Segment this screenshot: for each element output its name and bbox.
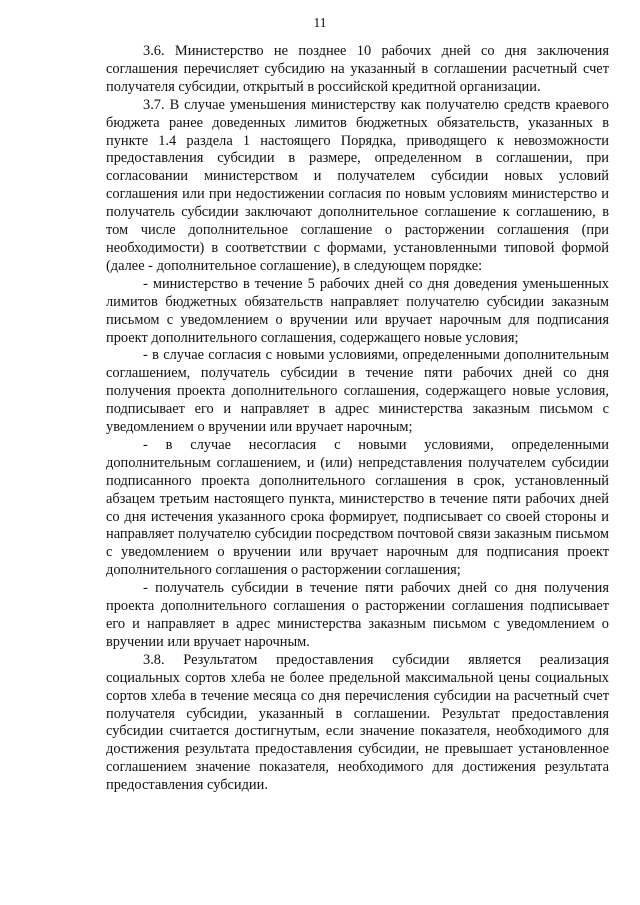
list-item-recipient-agrees: - в случае согласия с новыми условиями, определенными дополнительным соглашением, получатель субсидии в течение пяти рабочих дней со дня получения проекта дополнительного соглашения, содержащего новые условия, подписывает его и направляет в адрес министерства заказным письмом с уведомлением о вручении или вручает нарочным; bbox=[106, 347, 609, 436]
document-body bbox=[106, 43, 609, 795]
page-number: 11 bbox=[313, 15, 327, 30]
paragraph-3-6: 3.6. Министерство не позднее 10 рабочих дней со дня заключения соглашения перечисляет субсидию на указанный в соглашении расчетный счет получателя субсидии, открытый в российской кредитной организации. bbox=[106, 43, 609, 95]
paragraph-3-8: 3.8. Результатом предоставления субсидии является реализация социальных сортов хлеба не более предельной максимальной цены социальных сортов хлеба в течение месяца со дня перечисления субсидии на расчетный счет получателя субсидии, указанный в соглашении. Результат предоставления субсидии считается достигнутым, если значение показателя, необходимого для достижения результата предоставления субсидии, не превышает установленное соглашением значение показателя, необходимого для достижения результата предоставления субсидии. bbox=[106, 651, 609, 794]
list-item-ministry-sends-draft: - министерство в течение 5 рабочих дней со дня доведения уменьшенных лимитов бюджетных обязательств направляет получателю субсидии заказным письмом с уведомлением о вручении или вручает нарочным для подписания проект дополнительного соглашения, содержащего новые условия; bbox=[106, 275, 609, 346]
list-item-recipient-disagrees: - в случае несогласия с новыми условиями, определенными дополнительным соглашением, и (или) непредставления получателем субсидии подписанного проекта дополнительного соглашения в срок, установленный абзацем третьим настоящего пункта, министерство в течение пяти рабочих дней со дня истечения указанного срока формирует, подписывает со своей стороны и направляет получателю субсидии посредством почтовой связи заказным письмом с уведомлением о вручении или вручает нарочным для подписания проект дополнительного соглашения о расторжении соглашения; bbox=[106, 436, 609, 579]
list-item-recipient-signs-termination: - получатель субсидии в течение пяти рабочих дней со дня получения проекта дополнительного соглашения о расторжении соглашения подписывает его и направляет в адрес министерства заказным письмом с уведомлением о вручении или вручает нарочным. bbox=[106, 580, 609, 650]
paragraph-3-7: 3.7. В случае уменьшения министерству как получателю средств краевого бюджета ранее доведенных лимитов бюджетных обязательств, указанных в пункте 1.4 раздела 1 настоящего Порядка, приводящего к невозможности предоставления субсидии в размере, определенном в соглашении, при согласовании министерством и получателем субсидии новых условий соглашения или при недостижении согласия по новым условиям министерство и получатель субсидии заключают дополнительное соглашение к соглашению, в том числе дополнительное соглашение о расторжении соглашения (при необходимости) в соответствии с формами, установленными типовой формой (далее - дополнительное соглашение), в следующем порядке: bbox=[106, 96, 609, 274]
